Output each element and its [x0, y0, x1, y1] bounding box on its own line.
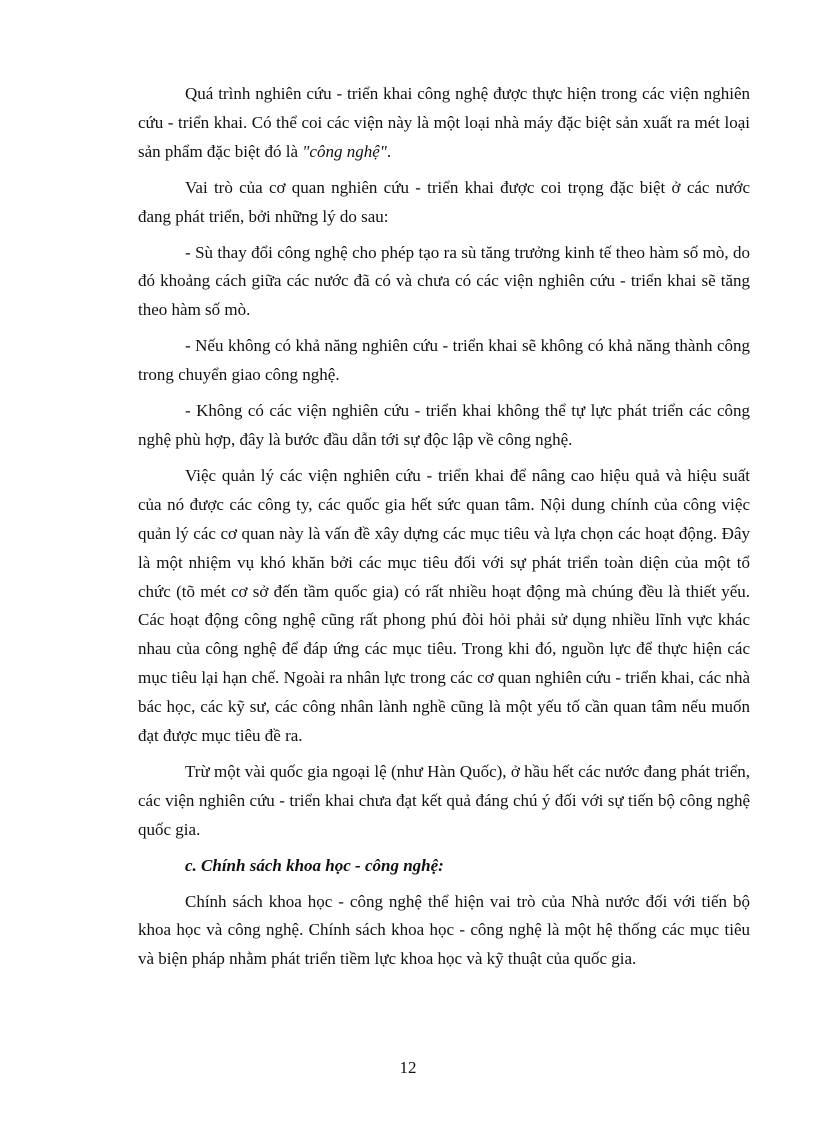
bullet-1: - Sù thay đổi công nghệ cho phép tạo ra sù tăng trưởng kinh tế theo hàm số mò, do đó khoảng cách giữa các nước đã có và chưa có các viện nghiên cứu - triển khai sẽ tăng theo hàm số mò.: [138, 242, 750, 320]
paragraph-3: Việc quản lý các viện nghiên cứu - triển khai để nâng cao hiệu quả và hiệu suất của nó được các công ty, các quốc gia hết sức quan tâm. Nội dung chính của công việc quản lý các cơ quan này là vấn đề xây dựng các mục tiêu và lựa chọn các hoạt động. Đây là một nhiệm vụ khó khăn bởi các mục tiêu đối với sự phát triển toàn diện của một tổ chức (tõ mét cơ sở đến tầm quốc gia) có rất nhiều hoạt động mà chúng đều là thiết yếu. Các hoạt động công nghệ cũng rất phong phú đòi hỏi phải sử dụng nhiều lĩnh vực khác nhau của công nghệ để đáp ứng các mục tiêu. Trong khi đó, nguồn lực để thực hiện các mục tiêu lại hạn chế. Ngoài ra nhân lực trong các cơ quan nghiên cứu - triển khai, các nhà bác học, các kỹ sư, các công nhân lành nghề cũng là một yếu tố cần quan tâm nếu muốn đạt được mục tiêu đề ra.: [138, 465, 750, 746]
paragraph-1-text: Quá trình nghiên cứu - triển khai công nghệ được thực hiện trong các viện nghiên cứu - triển khai. Có thể coi các viện này là một loại nhà máy đặc biệt sản xuất ra mét loại sản phẩm đặc biệt đó là: [138, 84, 750, 161]
bullet-2: - Nếu không có khả năng nghiên cứu - triển khai sẽ không có khả năng thành công trong chuyển giao công nghệ.: [138, 336, 750, 385]
paragraph-1: [138, 80, 750, 167]
page-number: 12: [399, 1058, 417, 1077]
paragraph-2: Vai trò của cơ quan nghiên cứu - triển khai được coi trọng đặc biệt ở các nước đang phát triển, bởi những lý do sau:: [138, 177, 750, 226]
document-body: [138, 80, 750, 981]
paragraph-5: Chính sách khoa học - công nghệ thể hiện vai trò của Nhà nước đối với tiến bộ khoa học và công nghệ. Chính sách khoa học - công nghệ là một hệ thống các mục tiêu và biện pháp nhằm phát triển tiềm lực khoa học và kỹ thuật của quốc gia.: [138, 891, 750, 969]
bullet-3: - Không có các viện nghiên cứu - triển khai không thể tự lực phát triển các công nghệ phù hợp, đây là bước đầu dẫn tới sự độc lập về công nghệ.: [138, 401, 750, 449]
quoted-term: "công nghệ": [302, 141, 387, 161]
paragraph-4: Trừ một vài quốc gia ngoại lệ (như Hàn Quốc), ở hầu hết các nước đang phát triển, các viện nghiên cứu - triển khai chưa đạt kết quả đáng chú ý đối với sự tiến bộ công nghệ quốc gia.: [138, 761, 750, 839]
paragraph-1-end: .: [386, 141, 392, 161]
section-heading: c. Chính sách khoa học - công nghệ:: [185, 855, 444, 875]
